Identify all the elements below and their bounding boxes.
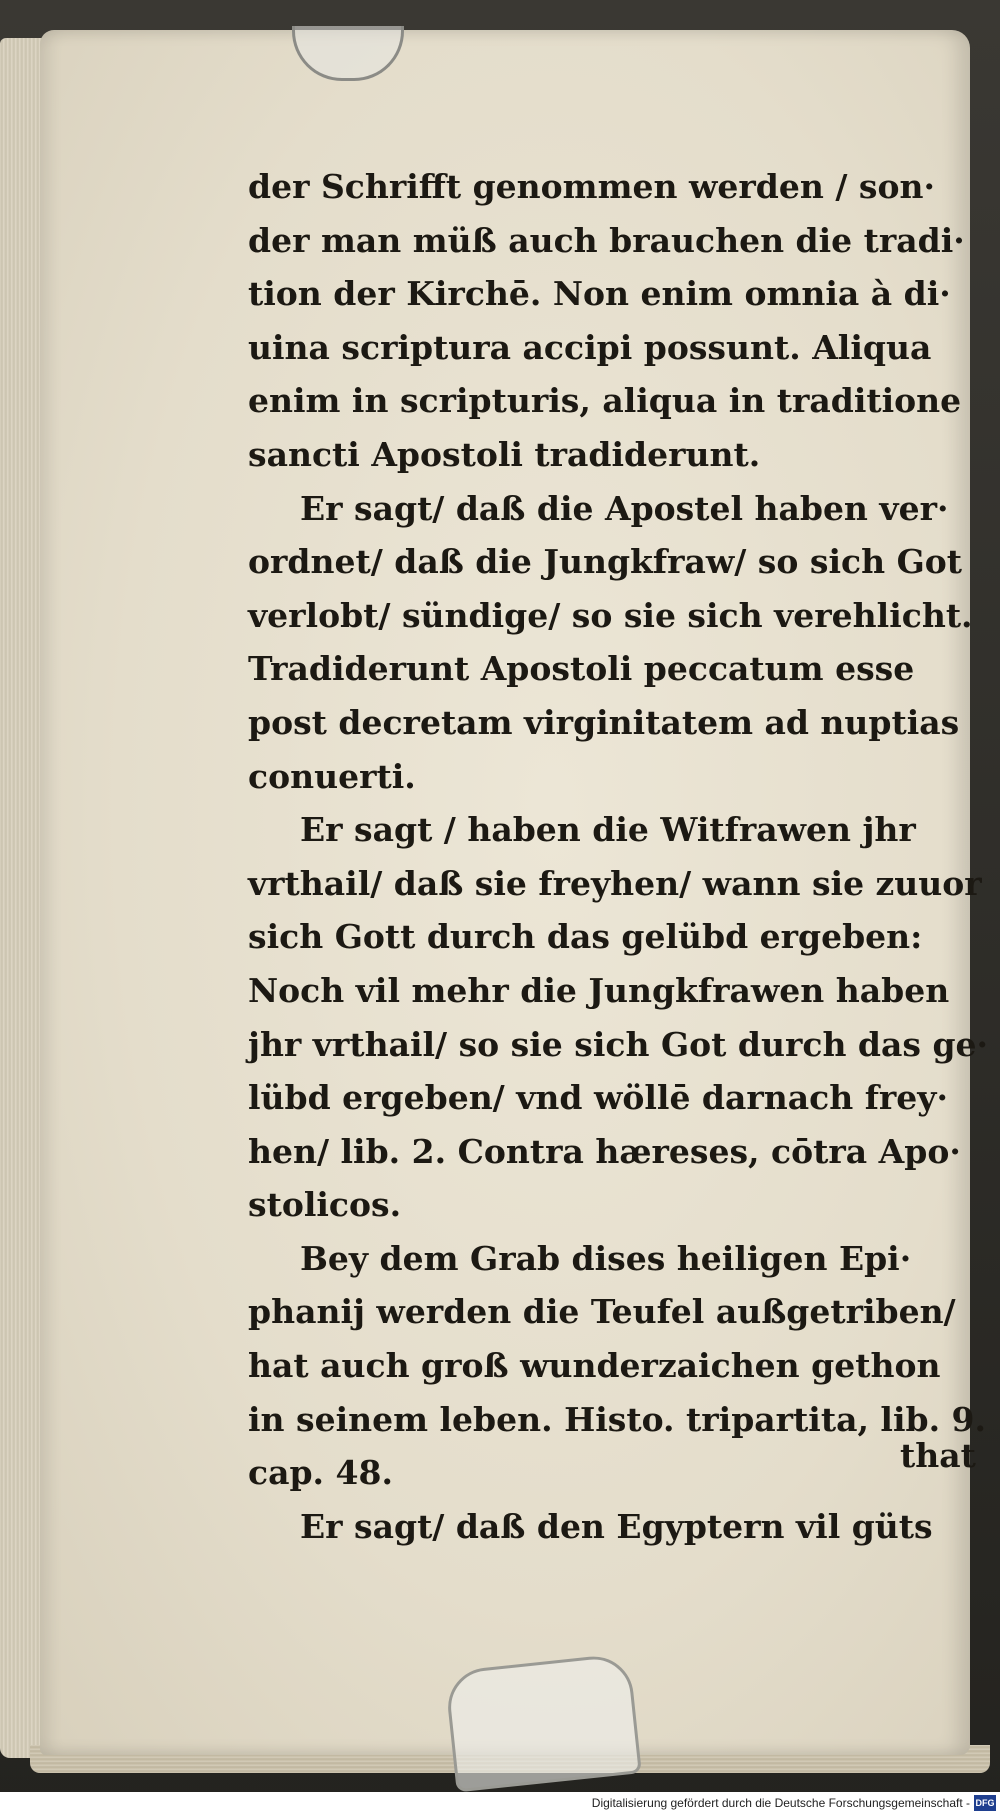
text-line: hen/ lib. 2. Contra hæreses, cōtra Apo· [248, 1131, 961, 1171]
text-line: sich Gott durch das gelübd ergeben: [248, 917, 923, 957]
text-line: conuerti. [248, 756, 416, 796]
text-line: Noch vil mehr die Jungkfrawen haben [248, 970, 950, 1010]
text-line: verlobt/ sündige/ so sie sich verehlicht. [248, 595, 973, 635]
text-line: stolicos. [248, 1185, 402, 1225]
dfg-logo: DFG [974, 1795, 996, 1811]
text-line: der man müß auch brauchen die tradi· [248, 220, 965, 260]
footer-credit: Digitalisierung gefördert durch die Deutsche Forschungsgemeinschaft - [591, 1796, 970, 1810]
text-line: enim in scripturis, aliqua in traditione [248, 381, 962, 421]
text-line: jhr vrthail/ so sie sich Got durch das ge· [248, 1024, 989, 1064]
catchword: that [900, 1436, 976, 1475]
page-holder-clip-bottom [444, 1653, 642, 1793]
text-line: hat auch groß wunderzaichen gethon [248, 1346, 941, 1386]
text-line: post decretam virginitatem ad nuptias [248, 702, 960, 742]
text-line: sancti Apostoli tradiderunt. [248, 434, 761, 474]
text-line: Er sagt/ daß die Apostel haben ver· [300, 488, 949, 528]
text-line: Er sagt/ daß den Egyptern vil güts [300, 1506, 933, 1546]
page-text [248, 160, 989, 1553]
text-line: vrthail/ daß sie freyhen/ wann sie zuuor [248, 863, 982, 903]
text-line: Bey dem Grab dises heiligen Epi· [300, 1238, 912, 1278]
text-line: lübd ergeben/ vnd wöllē darnach frey· [248, 1078, 948, 1118]
text-line: der Schrifft genommen werden / son· [248, 167, 935, 206]
text-line: in seinem leben. Histo. tripartita, lib. 9. [248, 1399, 987, 1439]
text-line: Er sagt / haben die Witfrawen jhr [300, 810, 916, 850]
text-line: phanij werden die Teufel außgetriben/ [248, 1292, 956, 1332]
text-line: uina scriptura accipi possunt. Aliqua [248, 327, 932, 367]
text-line: cap. 48. [248, 1453, 393, 1493]
footer-bar [0, 1792, 1000, 1815]
text-line: tion der Kirchē. Non enim omnia à di· [248, 274, 951, 314]
text-line: Tradiderunt Apostoli peccatum esse [248, 649, 915, 689]
text-line: ordnet/ daß die Jungkfraw/ so sich Got [248, 542, 963, 582]
